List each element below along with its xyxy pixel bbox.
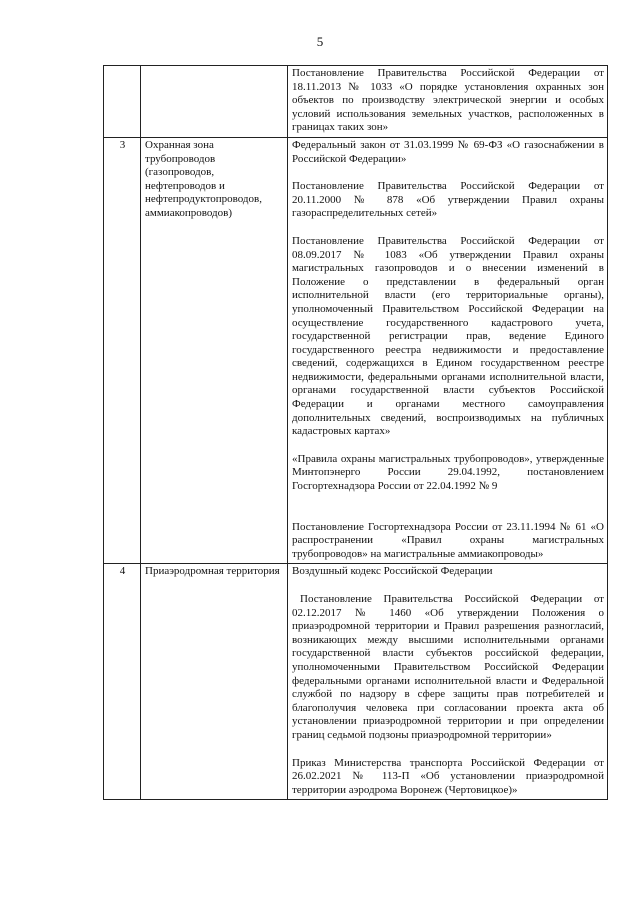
document-entry: Постановление Правительства Российской Федерации от 08.09.2017 № 1083 «Об утверждении Правил охраны магистральных газопроводов и о внесении изменений в Положение о представлении в федеральный орган исполнительной власти (его территориальные органы), уполномоченный Правительством Российской Федерации на осуществление государственного кадастрового учета, государственной регистрации прав, ведение Единого государственного реестра недвижимости и предоставление сведений, содержащихся в Едином государственном реестре недвижимости, федеральными органами исполнительной власти, органами государственной власти субъектов Российской Федерации и органами местного самоуправления дополнительных сведений, воспроизводимых на публичных кадастровых картах» bbox=[292, 234, 604, 438]
document-entry: Постановление Правительства Российской Федерации от 20.11.2000 № 878 «Об утверждении Правил охраны газораспределительных сетей» bbox=[292, 180, 604, 220]
document-entry: Федеральный закон от 31.03.1999 № 69-ФЗ «О газоснабжении в Российской Федерации» bbox=[292, 138, 604, 165]
zone-name bbox=[141, 66, 288, 138]
row-number: 3 bbox=[104, 137, 141, 563]
table-row bbox=[104, 564, 608, 800]
document-entry: Постановление Правительства Российской Федерации от 18.11.2013 № 1033 «О порядке установления охранных зон объектов по производству электрической энергии и особых условий использования земельных участков, расположенных в границах таких зон» bbox=[292, 67, 604, 134]
regulations-table bbox=[103, 65, 608, 800]
document-entry: «Правила охраны магистральных трубопроводов», утвержденные Минтопэнерго России 29.04.1992, постановлением Госгортехнадзора России от 22.04.1992 № 9 bbox=[292, 452, 604, 493]
zone-name: Охранная зона трубопроводов (газопроводов, нефтепроводов и нефтепродуктопроводов, аммиакопроводов) bbox=[141, 137, 288, 563]
documents-cell bbox=[288, 564, 608, 800]
table-row bbox=[104, 66, 608, 138]
document-entry: Постановление Госгортехнадзора России от 23.11.1994 № 61 «О распространении «Правил охраны магистральных трубопроводов» на магистральные аммиакопроводы» bbox=[292, 520, 604, 560]
row-number: 4 bbox=[104, 564, 141, 800]
row-number bbox=[104, 66, 141, 138]
documents-cell bbox=[288, 137, 608, 563]
document-entry: Постановление Правительства Российской Федерации от 02.12.2017 № 1460 «Об утверждении Положения о приаэродромной территории и Правил разрешения разногласий, возникающих между высшими исполнительными органами государственной власти субъектов российской федерации, уполномоченными Правительством Российской Федерации федеральными органами исполнительной власти и Федеральной службой по надзору в сфере защиты прав потребителей и благополучия человека при согласовании проекта акта об установлении приаэродромной территории и при определении границ седьмой подзоны приаэродромной территории» bbox=[292, 593, 604, 741]
zone-name: Приаэродромная территория bbox=[141, 564, 288, 800]
page-number: 5 bbox=[316, 34, 324, 49]
document-entry: Воздушный кодекс Российской Федерации bbox=[292, 565, 493, 578]
table-row bbox=[104, 137, 608, 563]
document-entry: Приказ Министерства транспорта Российской Федерации от 26.02.2021 № 113-П «Об установлении приаэродромной территории аэродрома Воронеж (Чертовицкое)» bbox=[292, 756, 604, 796]
documents-cell bbox=[288, 66, 608, 138]
